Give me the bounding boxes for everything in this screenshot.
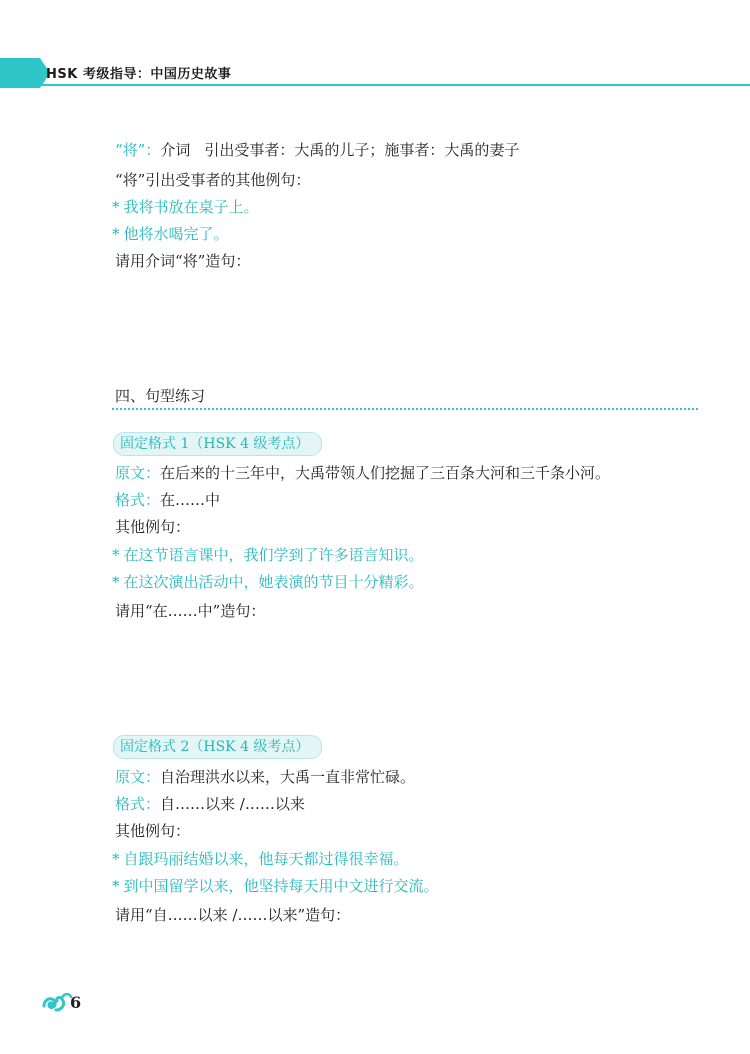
original-label: 原文： (115, 768, 161, 786)
original-sentence: 原文：自治理洪水以来，大禹一直非常忙碌。 (115, 768, 416, 786)
page-number: 6 (70, 993, 82, 1012)
grammar-role: 介词 (160, 141, 191, 159)
header-rule (40, 84, 750, 86)
bullet-star-icon: * (112, 546, 120, 564)
example-item: * 他将水喝完了。 (112, 225, 229, 243)
bullet-star-icon: * (112, 850, 120, 868)
example-item: * 在这次演出活动中，她表演的节目十分精彩。 (112, 573, 424, 591)
swirl-ornament-icon (40, 990, 74, 1014)
example-item: * 我将书放在桌子上。 (112, 198, 259, 216)
grammar-desc: 引出受事者：大禹的儿子；施事者：大禹的妻子 (204, 141, 520, 159)
bullet-star-icon: * (112, 198, 120, 216)
example-item: * 到中国留学以来，他坚持每天用中文进行交流。 (112, 877, 439, 895)
bullet-star-icon: * (112, 225, 120, 243)
format-label: 格式： (115, 491, 161, 509)
sentence-prompt: 请用“在……中”造句： (115, 602, 266, 620)
header-tab (0, 58, 40, 88)
sentence-prompt: 请用“自……以来 /……以来”造句： (115, 906, 351, 924)
example-item: * 在这节语言课中，我们学到了许多语言知识。 (112, 546, 424, 564)
header-title: HSK 考级指导：中国历史故事 (46, 67, 232, 82)
section-divider (112, 408, 698, 410)
grammar-note-line (115, 140, 519, 160)
pattern-label: 固定格式 2（HSK 4 级考点） (113, 735, 322, 759)
original-sentence: 原文：在后来的十三年中，大禹带领人们挖掘了三百条大河和三千条小河。 (115, 464, 611, 482)
other-examples-label: 其他例句： (115, 518, 191, 536)
pattern-label: 固定格式 1（HSK 4 级考点） (113, 432, 322, 456)
grammar-key: “将”： (115, 141, 161, 159)
original-label: 原文： (115, 464, 161, 482)
format-line: 格式：在……中 (115, 491, 221, 509)
section-title: 四、句型练习 (115, 387, 206, 405)
format-label: 格式： (115, 795, 161, 813)
other-examples-label: 其他例句： (115, 822, 191, 840)
sentence-prompt: 请用介词“将”造句： (115, 252, 251, 270)
example-item: * 自跟玛丽结婚以来，他每天都过得很幸福。 (112, 850, 409, 868)
examples-intro: “将”引出受事者的其他例句： (115, 171, 311, 189)
format-line: 格式：自……以来 /……以来 (115, 795, 305, 813)
bullet-star-icon: * (112, 573, 120, 591)
bullet-star-icon: * (112, 877, 120, 895)
